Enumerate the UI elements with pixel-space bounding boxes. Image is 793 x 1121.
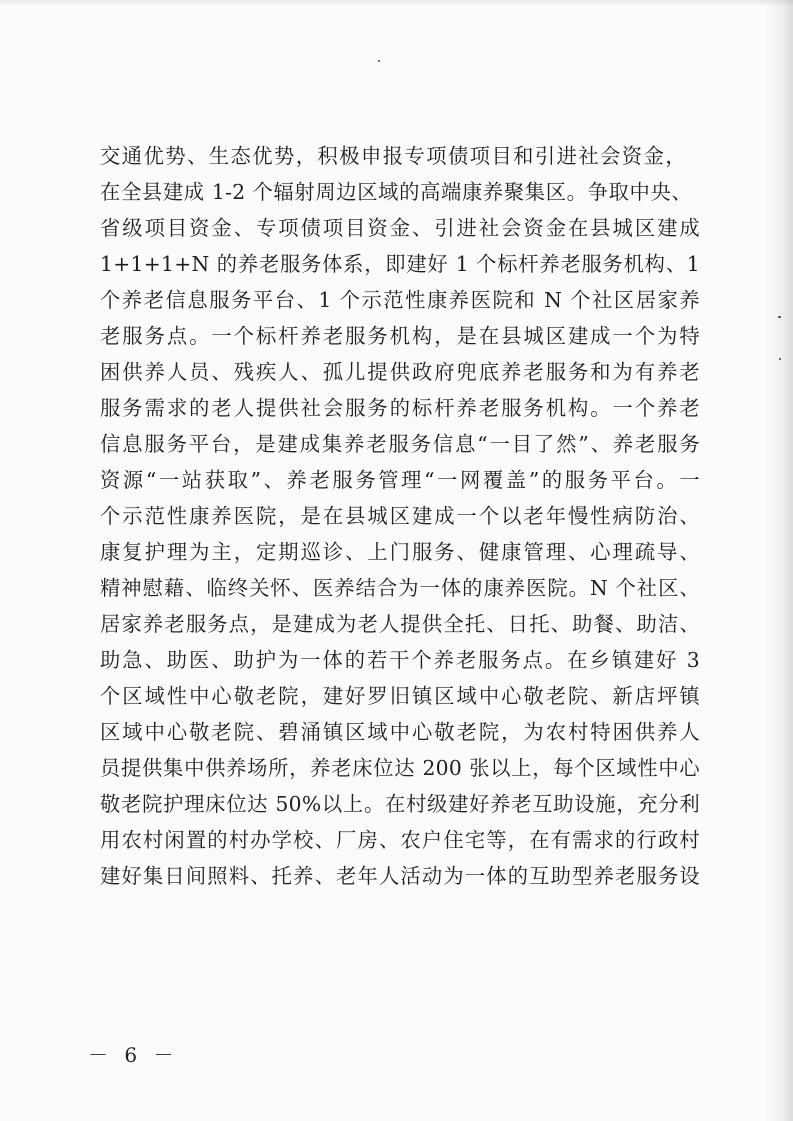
scan-shadow-top <box>0 0 793 6</box>
scan-speck <box>378 60 380 62</box>
scan-speck <box>779 358 781 360</box>
text-line: 1+1+1+N 的养老服务体系，即建好 1 个标杆养老服务机构、1 <box>100 252 700 276</box>
text-line: 用农村闲置的村办学校、厂房、农户住宅等，在有需求的行政村 <box>100 828 700 852</box>
page-number: － 6 － <box>88 1043 179 1067</box>
text-line: 员提供集中供养场所，养老床位达 200 张以上，每个区域性中心 <box>100 756 700 780</box>
body-paragraph <box>100 138 700 894</box>
text-line: 信息服务平台，是建成集养老服务信息“一目了然”、养老服务 <box>100 432 700 456</box>
text-line: 老服务点。一个标杆养老服务机构，是在县城区建成一个为特 <box>100 324 700 348</box>
text-line: 敬老院护理床位达 50%以上。在村级建好养老互助设施，充分利 <box>100 792 700 816</box>
text-line: 康复护理为主，定期巡诊、上门服务、健康管理、心理疏导、 <box>100 540 700 564</box>
text-line: 交通优势、生态优势，积极申报专项债项目和引进社会资金， <box>100 144 686 168</box>
text-line: 资源“一站获取”、养老服务管理“一网覆盖”的服务平台。一 <box>100 468 700 492</box>
text-line: 居家养老服务点，是建成为老人提供全托、日托、助餐、助洁、 <box>100 612 700 636</box>
text-line: 个养老信息服务平台、1 个示范性康养医院和 N 个社区居家养 <box>100 288 700 312</box>
text-line: 困供养人员、残疾人、孤儿提供政府兜底养老服务和为有养老 <box>100 360 700 384</box>
text-line: 省级项目资金、专项债项目资金、引进社会资金在县城区建成 <box>100 216 700 240</box>
scan-shadow-right <box>765 0 793 1121</box>
text-line: 个示范性康养医院，是在县城区建成一个以老年慢性病防治、 <box>100 504 700 528</box>
text-line: 建好集日间照料、托养、老年人活动为一体的互助型养老服务设 <box>100 864 700 888</box>
text-line: 服务需求的老人提供社会服务的标杆养老服务机构。一个养老 <box>100 396 700 420</box>
text-line: 助急、助医、助护为一体的若干个养老服务点。在乡镇建好 3 <box>100 648 700 672</box>
text-line: 精神慰藉、临终关怀、医养结合为一体的康养医院。N 个社区、 <box>100 576 700 600</box>
text-line: 个区域性中心敬老院，建好罗旧镇区域中心敬老院、新店坪镇 <box>100 684 700 708</box>
scan-speck <box>778 316 781 318</box>
text-line: 在全县建成 1-2 个辐射周边区域的高端康养聚集区。争取中央、 <box>100 180 692 204</box>
text-line: 区域中心敬老院、碧涌镇区域中心敬老院，为农村特困供养人 <box>100 720 700 744</box>
